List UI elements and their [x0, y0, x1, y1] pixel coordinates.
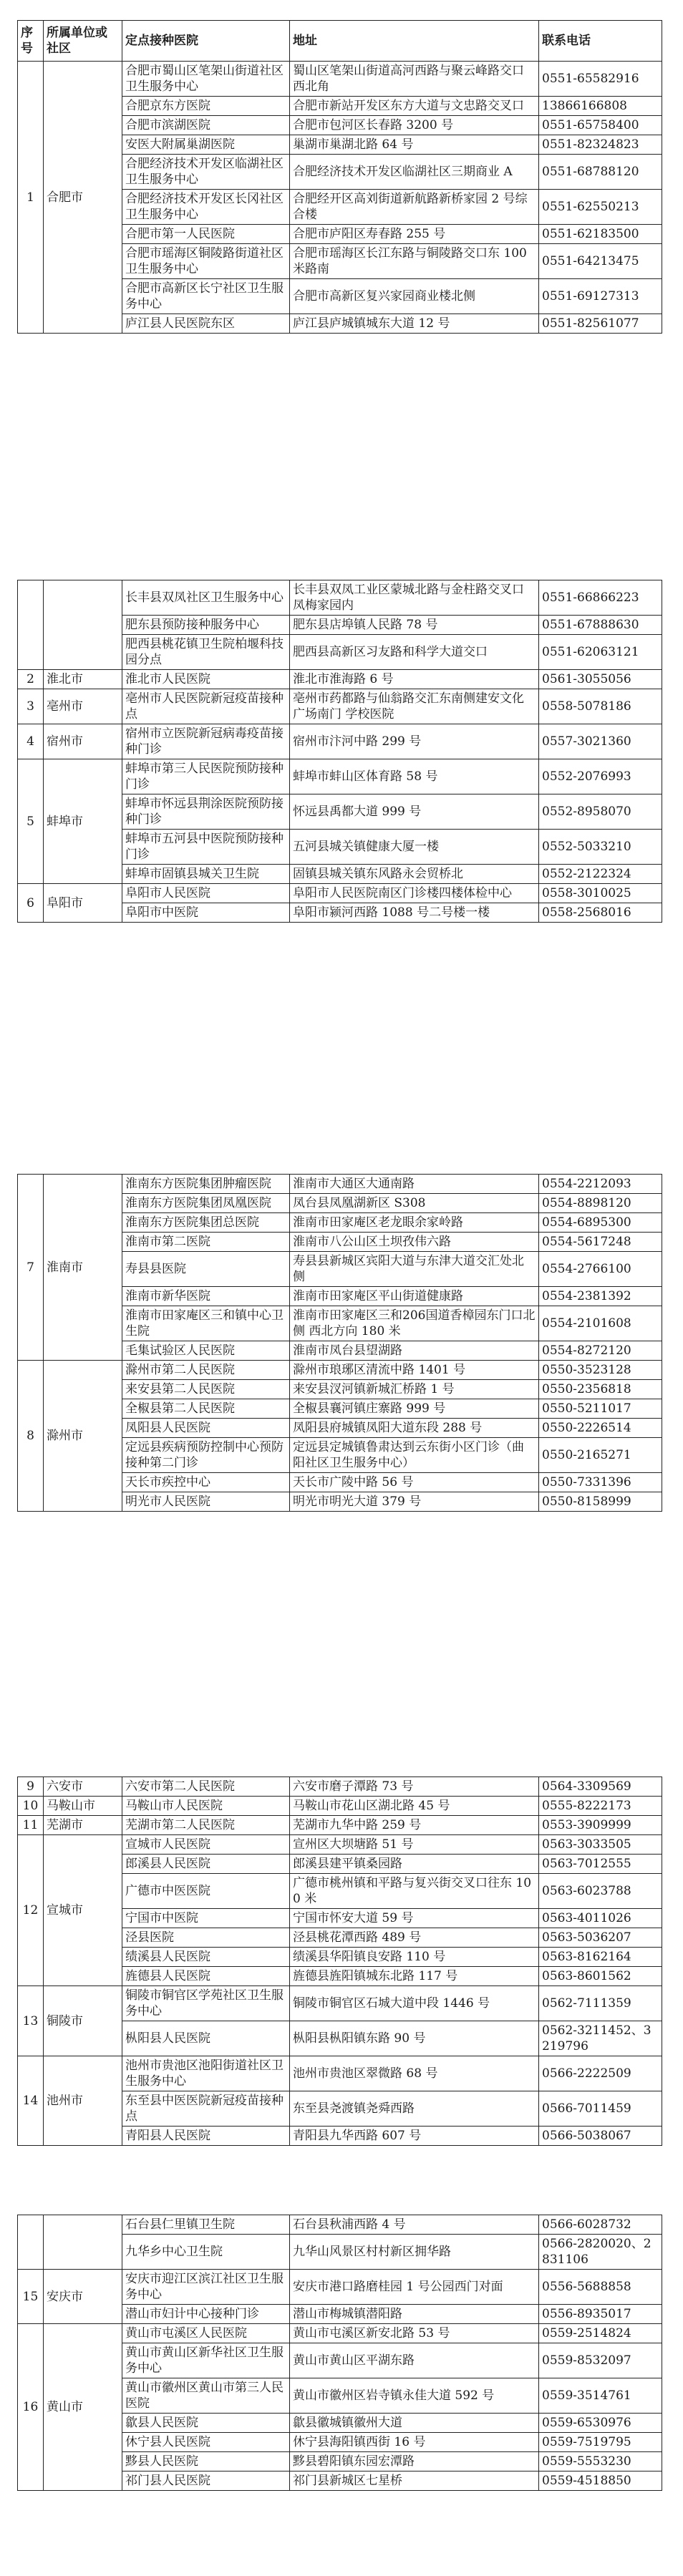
- phone-cell: 0564-3309569: [539, 1777, 662, 1797]
- address-cell: 六安市磨子潭路 73 号: [290, 1777, 539, 1797]
- site-cell: 铜陵市铜官区学苑社区卫生服务中心: [122, 1986, 290, 2021]
- phone-cell: 0551-65582916: [539, 62, 662, 97]
- address-cell: 来安县汊河镇新城汇桥路 1 号: [290, 1380, 539, 1399]
- site-cell: 旌德县人民医院: [122, 1967, 290, 1986]
- phone-cell: 0556-5688858: [539, 2270, 662, 2305]
- site-cell: 天长市疾控中心: [122, 1473, 290, 1492]
- row-number: 2: [18, 670, 44, 689]
- table-row: [18, 2056, 662, 2091]
- address-cell: 淮南市凤台县望湖路: [290, 1341, 539, 1361]
- phone-cell: 0554-5617248: [539, 1233, 662, 1252]
- table-row: [18, 1986, 662, 2021]
- site-cell: 绩溪县人民医院: [122, 1948, 290, 1967]
- address-cell: 青阳县九华西路 607 号: [290, 2127, 539, 2146]
- phone-cell: 0562-3211452、3219796: [539, 2021, 662, 2056]
- district-header: 所属单位或社区: [44, 21, 122, 62]
- phone-cell: 0563-5036207: [539, 1928, 662, 1948]
- district-cell: 安庆市: [44, 2270, 122, 2324]
- address-cell: 亳州市药都路与仙翁路交汇东南侧建安文化广场南门 学校医院: [290, 689, 539, 724]
- site-cell: 淮北市人民医院: [122, 670, 290, 689]
- address-cell: 怀远县禹都大道 999 号: [290, 794, 539, 830]
- site-cell: 泾县医院: [122, 1928, 290, 1948]
- site-cell: 庐江县人民医院东区: [122, 314, 290, 334]
- phone-cell: 0551-65758400: [539, 116, 662, 135]
- table-section: [17, 1174, 662, 1512]
- site-cell: 淮南市第二医院: [122, 1233, 290, 1252]
- address-cell: 阜阳市人民医院南区门诊楼四楼体检中心: [290, 884, 539, 903]
- address-cell: 宁国市怀安大道 59 号: [290, 1909, 539, 1928]
- table-row: [18, 1777, 662, 1797]
- address-cell: 阜阳市颍河西路 1088 号二号楼一楼: [290, 903, 539, 923]
- district-cell: 黄山市: [44, 2324, 122, 2491]
- address-cell: 定远县定城镇鲁肃达到云东街小区门诊（曲阳社区卫生服务中心）: [290, 1438, 539, 1473]
- site-cell: 宣城市人民医院: [122, 1835, 290, 1855]
- address-cell: 淮南市田家庵区三和206国道香樟园东门口北侧 西北方向 180 米: [290, 1306, 539, 1341]
- site-cell: 长丰县双凤社区卫生服务中心: [122, 580, 290, 616]
- address-cell: 合肥市包河区长春路 3200 号: [290, 116, 539, 135]
- phone-cell: 0566-7011459: [539, 2091, 662, 2127]
- table-row: [18, 1835, 662, 1855]
- address-cell: 淮南市田家庵区老龙眼余家岭路: [290, 1213, 539, 1233]
- phone-cell: 0562-7111359: [539, 1986, 662, 2021]
- clinic-table: [17, 1777, 662, 2146]
- phone-cell: 0566-5038067: [539, 2127, 662, 2146]
- address-cell: 池州市贵池区翠微路 68 号: [290, 2056, 539, 2091]
- district-cell: 池州市: [44, 2056, 122, 2146]
- site-cell: 凤阳县人民医院: [122, 1419, 290, 1438]
- phone-cell: 0552-8958070: [539, 794, 662, 830]
- address-cell: 石台县秋浦西路 4 号: [290, 2215, 539, 2235]
- address-cell: 歙县徽城镇徽州大道: [290, 2414, 539, 2433]
- address-cell: 合肥市瑶海区长江东路与铜陵路交口东 100 米路南: [290, 244, 539, 279]
- phone-cell: 0551-69127313: [539, 279, 662, 314]
- table-section: [17, 580, 662, 923]
- address-cell: 肥东县店埠镇人民路 78 号: [290, 616, 539, 635]
- row-number: 7: [18, 1175, 44, 1361]
- site-cell: 合肥市蜀山区笔架山街道社区卫生服务中心: [122, 62, 290, 97]
- address-cell: 固镇县城关镇东风路永会贸桥北: [290, 865, 539, 884]
- phone-cell: 0559-4518850: [539, 2471, 662, 2491]
- district-cell: 合肥市: [44, 62, 122, 334]
- district-cell: 淮北市: [44, 670, 122, 689]
- address-cell: 合肥市高新区复兴家园商业楼北侧: [290, 279, 539, 314]
- site-cell: 淮南东方医院集团肿瘤医院: [122, 1175, 290, 1194]
- address-cell: 凤台县凤凰湖新区 S308: [290, 1194, 539, 1213]
- address-cell: 明光市明光大道 379 号: [290, 1492, 539, 1512]
- row-number: 1: [18, 62, 44, 334]
- phone-cell: 13866166808: [539, 97, 662, 116]
- phone-cell: 0550-8158999: [539, 1492, 662, 1512]
- phone-cell: 0563-8162164: [539, 1948, 662, 1967]
- row-number: 14: [18, 2056, 44, 2146]
- site-cell: 石台县仁里镇卫生院: [122, 2215, 290, 2235]
- site-cell: 寿县县医院: [122, 1252, 290, 1287]
- table-row: [18, 1361, 662, 1380]
- phone-cell: 0559-2514824: [539, 2324, 662, 2343]
- address-cell: 铜陵市铜官区石城大道中段 1446 号: [290, 1986, 539, 2021]
- site-cell: 安庆市迎江区滨江社区卫生服务中心: [122, 2270, 290, 2305]
- site-cell: 芜湖市第二人民医院: [122, 1816, 290, 1835]
- site-cell: 合肥市高新区长宁社区卫生服务中心: [122, 279, 290, 314]
- address-cell: 肥西县高新区习友路和科学大道交口: [290, 635, 539, 670]
- phone-cell: 0552-5033210: [539, 830, 662, 865]
- site-cell: 合肥市瑶海区铜陵路街道社区卫生服务中心: [122, 244, 290, 279]
- no-header: 序号: [18, 21, 44, 62]
- phone-cell: 0559-3514761: [539, 2378, 662, 2414]
- site-cell: 马鞍山市人民医院: [122, 1797, 290, 1816]
- phone-cell: 0556-8935017: [539, 2305, 662, 2324]
- table-row: [18, 759, 662, 794]
- district-cell: [44, 580, 122, 670]
- address-cell: 黄山市屯溪区新安北路 53 号: [290, 2324, 539, 2343]
- phone-cell: 0551-66866223: [539, 580, 662, 616]
- row-number: 6: [18, 884, 44, 923]
- table-section: [17, 2215, 662, 2491]
- phone-cell: 0551-62063121: [539, 635, 662, 670]
- site-cell: 来安县第二人民医院: [122, 1380, 290, 1399]
- address-cell: 滁州市琅琊区清流中路 1401 号: [290, 1361, 539, 1380]
- address-cell: 巢湖市巢湖北路 64 号: [290, 135, 539, 155]
- phone-cell: 0559-6530976: [539, 2414, 662, 2433]
- phone-cell: 0558-2568016: [539, 903, 662, 923]
- site-cell: 潜山市妇计中心接种门诊: [122, 2305, 290, 2324]
- clinic-table: [17, 20, 662, 334]
- table-row: [18, 2270, 662, 2305]
- site-cell: 合肥市第一人民医院: [122, 225, 290, 244]
- row-number: 16: [18, 2324, 44, 2491]
- address-cell: 马鞍山市花山区湖北路 45 号: [290, 1797, 539, 1816]
- phone-cell: 0551-62550213: [539, 190, 662, 225]
- table-row: [18, 670, 662, 689]
- row-number: 10: [18, 1797, 44, 1816]
- address-cell: 淮南市八公山区土坝孜伟六路: [290, 1233, 539, 1252]
- site-cell: 安医大附属巢湖医院: [122, 135, 290, 155]
- row-number: 13: [18, 1986, 44, 2056]
- phone-cell: 0554-8272120: [539, 1341, 662, 1361]
- table-row: [18, 2324, 662, 2343]
- phone-cell: 0551-68788120: [539, 155, 662, 190]
- phone-cell: 0563-8601562: [539, 1967, 662, 1986]
- phone-cell: 0554-8898120: [539, 1194, 662, 1213]
- site-cell: 池州市贵池区池阳街道社区卫生服务中心: [122, 2056, 290, 2091]
- address-cell: 泾县桃花潭西路 489 号: [290, 1928, 539, 1948]
- clinic-table: [17, 1174, 662, 1512]
- phone-cell: 0550-7331396: [539, 1473, 662, 1492]
- row-number: 3: [18, 689, 44, 724]
- site-cell: 郎溪县人民医院: [122, 1855, 290, 1874]
- phone-cell: 0551-64213475: [539, 244, 662, 279]
- address-cell: 蚌埠市蚌山区体育路 58 号: [290, 759, 539, 794]
- site-cell: 合肥市滨湖医院: [122, 116, 290, 135]
- site-cell: 蚌埠市五河县中医院预防接种门诊: [122, 830, 290, 865]
- phone-cell: 0563-3033505: [539, 1835, 662, 1855]
- site-cell: 歙县人民医院: [122, 2414, 290, 2433]
- row-number: 4: [18, 724, 44, 759]
- address-cell: 旌德县旌阳镇城东北路 117 号: [290, 1967, 539, 1986]
- address-cell: 淮北市淮海路 6 号: [290, 670, 539, 689]
- site-cell: 黄山市黄山区新华社区卫生服务中心: [122, 2343, 290, 2378]
- row-number: 9: [18, 1777, 44, 1797]
- phone-cell: 0551-62183500: [539, 225, 662, 244]
- phone-cell: 0557-3021360: [539, 724, 662, 759]
- address-cell: 全椒县襄河镇庄寨路 999 号: [290, 1399, 539, 1419]
- address-cell: 黄山市徽州区岩寺镇永佳大道 592 号: [290, 2378, 539, 2414]
- table-row: [18, 580, 662, 616]
- site-cell: 滁州市第二人民医院: [122, 1361, 290, 1380]
- district-cell: 铜陵市: [44, 1986, 122, 2056]
- table-row: [18, 724, 662, 759]
- address-cell: 休宁县海阳镇西街 16 号: [290, 2433, 539, 2452]
- site-cell: 合肥经济技术开发区临湖社区卫生服务中心: [122, 155, 290, 190]
- district-cell: 芜湖市: [44, 1816, 122, 1835]
- site-cell: 休宁县人民医院: [122, 2433, 290, 2452]
- address-cell: 蜀山区笔架山街道高河西路与聚云峰路交口西北角: [290, 62, 539, 97]
- district-cell: 阜阳市: [44, 884, 122, 923]
- address-cell: 天长市广陵中路 56 号: [290, 1473, 539, 1492]
- address-cell: 淮南市田家庵区平山街道健康路: [290, 1287, 539, 1306]
- address-cell: 祁门县新城区七星桥: [290, 2471, 539, 2491]
- site-cell: 枞阳县人民医院: [122, 2021, 290, 2056]
- phone-cell: 0558-3010025: [539, 884, 662, 903]
- site-cell: 阜阳市人民医院: [122, 884, 290, 903]
- site-cell: 九华乡中心卫生院: [122, 2235, 290, 2270]
- site-cell: 黄山市屯溪区人民医院: [122, 2324, 290, 2343]
- site-cell: 蚌埠市怀远县荆涂医院预防接种门诊: [122, 794, 290, 830]
- table-row: [18, 689, 662, 724]
- district-cell: 宣城市: [44, 1835, 122, 1986]
- site-cell: 宿州市立医院新冠病毒疫苗接种门诊: [122, 724, 290, 759]
- site-cell: 合肥经济技术开发区长冈社区卫生服务中心: [122, 190, 290, 225]
- district-cell: 六安市: [44, 1777, 122, 1797]
- phone-cell: 0566-2222509: [539, 2056, 662, 2091]
- address-cell: 绩溪县华阳镇良安路 110 号: [290, 1948, 539, 1967]
- site-cell: 蚌埠市固镇县城关卫生院: [122, 865, 290, 884]
- address-cell: 黟县碧阳镇东园宏潭路: [290, 2452, 539, 2471]
- row-number: [18, 580, 44, 670]
- address-cell: 广德市桃州镇和平路与复兴街交叉口往东 100 米: [290, 1874, 539, 1909]
- site-cell: 阜阳市中医院: [122, 903, 290, 923]
- district-cell: 马鞍山市: [44, 1797, 122, 1816]
- phone-cell: 0566-6028732: [539, 2215, 662, 2235]
- row-number: 12: [18, 1835, 44, 1986]
- address-cell: 寿县县新城区宾阳大道与东津大道交汇处北侧: [290, 1252, 539, 1287]
- site-cell: 黄山市徽州区黄山市第三人民医院: [122, 2378, 290, 2414]
- phone-cell: 0554-2766100: [539, 1252, 662, 1287]
- site-cell: 明光市人民医院: [122, 1492, 290, 1512]
- address-header: 地址: [290, 21, 539, 62]
- district-cell: 淮南市: [44, 1175, 122, 1361]
- phone-cell: 0551-82561077: [539, 314, 662, 334]
- district-cell: [44, 2215, 122, 2270]
- site-cell: 六安市第二人民医院: [122, 1777, 290, 1797]
- row-number: 5: [18, 759, 44, 884]
- table-row: [18, 884, 662, 903]
- phone-cell: 0551-82324823: [539, 135, 662, 155]
- site-cell: 淮南市田家庵区三和镇中心卫生院: [122, 1306, 290, 1341]
- site-cell: 淮南东方医院集团凤凰医院: [122, 1194, 290, 1213]
- district-cell: 亳州市: [44, 689, 122, 724]
- site-cell: 黟县人民医院: [122, 2452, 290, 2471]
- phone-cell: 0554-2212093: [539, 1175, 662, 1194]
- address-cell: 长丰县双凤工业区蒙城北路与金柱路交叉口凤梅家园内: [290, 580, 539, 616]
- phone-cell: 0563-6023788: [539, 1874, 662, 1909]
- phone-cell: 0566-2820020、2831106: [539, 2235, 662, 2270]
- address-cell: 九华山风景区村村新区拥华路: [290, 2235, 539, 2270]
- site-cell: 祁门县人民医院: [122, 2471, 290, 2491]
- address-cell: 黄山市黄山区平湖东路: [290, 2343, 539, 2378]
- row-number: 8: [18, 1361, 44, 1512]
- site-cell: 淮南东方医院集团总医院: [122, 1213, 290, 1233]
- table-row: [18, 1175, 662, 1194]
- phone-cell: 0563-7012555: [539, 1855, 662, 1874]
- phone-cell: 0550-2226514: [539, 1419, 662, 1438]
- phone-cell: 0552-2076993: [539, 759, 662, 794]
- phone-cell: 0561-3055056: [539, 670, 662, 689]
- phone-cell: 0563-4011026: [539, 1909, 662, 1928]
- phone-cell: 0558-5078186: [539, 689, 662, 724]
- phone-cell: 0552-2122324: [539, 865, 662, 884]
- address-cell: 东至县尧渡镇尧舜西路: [290, 2091, 539, 2127]
- address-cell: 合肥市新站开发区东方大道与文忠路交叉口: [290, 97, 539, 116]
- address-cell: 合肥经开区高刘街道新航路新桥家园 2 号综合楼: [290, 190, 539, 225]
- site-cell: 肥西县桃花镇卫生院柏堰科技园分点: [122, 635, 290, 670]
- address-cell: 郎溪县建平镇桑园路: [290, 1855, 539, 1874]
- site-cell: 全椒县第二人民医院: [122, 1399, 290, 1419]
- phone-cell: 0554-2381392: [539, 1287, 662, 1306]
- site-cell: 毛集试验区人民医院: [122, 1341, 290, 1361]
- address-cell: 潜山市梅城镇潜阳路: [290, 2305, 539, 2324]
- district-cell: 滁州市: [44, 1361, 122, 1512]
- address-cell: 合肥市庐阳区寿春路 255 号: [290, 225, 539, 244]
- site-cell: 蚌埠市第三人民医院预防接种门诊: [122, 759, 290, 794]
- site-header: 定点接种医院: [122, 21, 290, 62]
- row-number: 11: [18, 1816, 44, 1835]
- phone-cell: 0554-6895300: [539, 1213, 662, 1233]
- address-cell: 宣州区大坝塘路 51 号: [290, 1835, 539, 1855]
- table-section: [17, 20, 662, 334]
- phone-cell: 0551-67888630: [539, 616, 662, 635]
- address-cell: 合肥经济技术开发区临湖社区三期商业 A: [290, 155, 539, 190]
- address-cell: 凤阳县府城镇凤阳大道东段 288 号: [290, 1419, 539, 1438]
- district-cell: 蚌埠市: [44, 759, 122, 884]
- phone-cell: 0555-8222173: [539, 1797, 662, 1816]
- site-cell: 亳州市人民医院新冠疫苗接种点: [122, 689, 290, 724]
- table-section: [17, 1777, 662, 2146]
- address-cell: 宿州市汴河中路 299 号: [290, 724, 539, 759]
- phone-cell: 0550-2356818: [539, 1380, 662, 1399]
- header-row: [18, 21, 662, 62]
- address-cell: 淮南市大通区大通南路: [290, 1175, 539, 1194]
- site-cell: 东至县中医医院新冠疫苗接种点: [122, 2091, 290, 2127]
- phone-cell: 0559-5553230: [539, 2452, 662, 2471]
- site-cell: 合肥京东方医院: [122, 97, 290, 116]
- site-cell: 宁国市中医院: [122, 1909, 290, 1928]
- site-cell: 淮南市新华医院: [122, 1287, 290, 1306]
- phone-cell: 0559-8532097: [539, 2343, 662, 2378]
- address-cell: 五河县城关镇健康大厦一楼: [290, 830, 539, 865]
- address-cell: 枞阳县枞阳镇东路 90 号: [290, 2021, 539, 2056]
- phone-cell: 0554-2101608: [539, 1306, 662, 1341]
- phone-header: 联系电话: [539, 21, 662, 62]
- table-row: [18, 1797, 662, 1816]
- table-row: [18, 2215, 662, 2235]
- address-cell: 芜湖市九华中路 259 号: [290, 1816, 539, 1835]
- table-row: [18, 1816, 662, 1835]
- address-cell: 安庆市港口路磨桂园 1 号公园西门对面: [290, 2270, 539, 2305]
- site-cell: 肥东县预防接种服务中心: [122, 616, 290, 635]
- phone-cell: 0553-3909999: [539, 1816, 662, 1835]
- address-cell: 庐江县庐城镇城东大道 12 号: [290, 314, 539, 334]
- phone-cell: 0550-2165271: [539, 1438, 662, 1473]
- site-cell: 青阳县人民医院: [122, 2127, 290, 2146]
- phone-cell: 0559-7519795: [539, 2433, 662, 2452]
- row-number: 15: [18, 2270, 44, 2324]
- clinic-table: [17, 580, 662, 923]
- clinic-table: [17, 2215, 662, 2491]
- site-cell: 广德市中医医院: [122, 1874, 290, 1909]
- table-row: [18, 62, 662, 97]
- district-cell: 宿州市: [44, 724, 122, 759]
- row-number: [18, 2215, 44, 2270]
- phone-cell: 0550-3523128: [539, 1361, 662, 1380]
- site-cell: 定远县疾病预防控制中心预防接种第二门诊: [122, 1438, 290, 1473]
- phone-cell: 0550-5211017: [539, 1399, 662, 1419]
